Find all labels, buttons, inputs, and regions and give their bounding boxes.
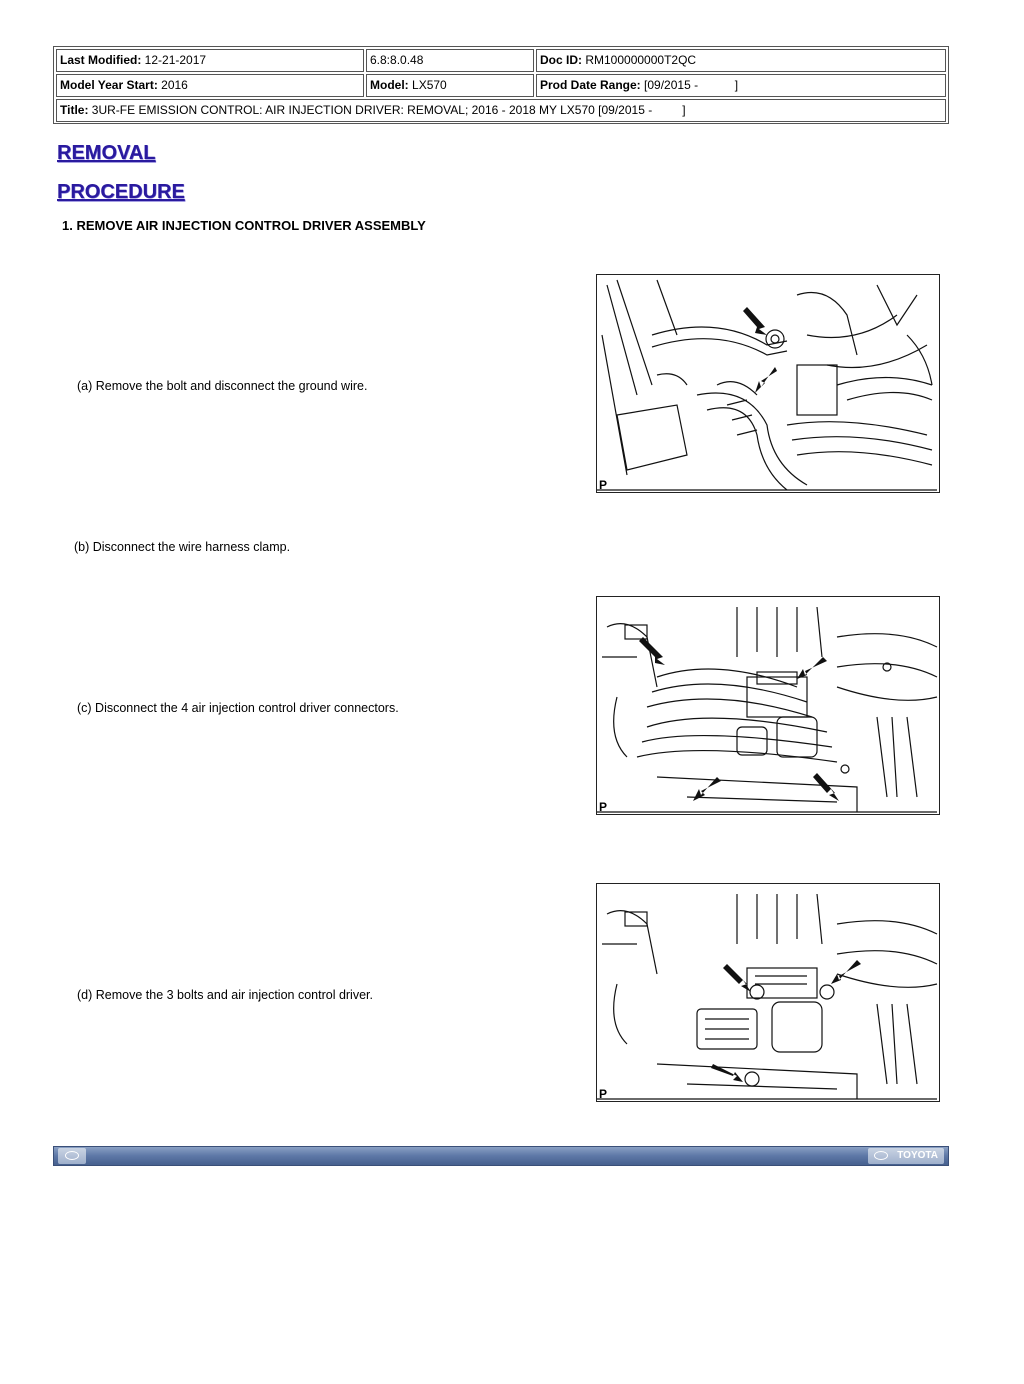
title-label: Title: bbox=[60, 103, 89, 117]
prod-date-cell bbox=[536, 74, 946, 97]
step-c-text: (c) Disconnect the 4 air injection control driver connectors. bbox=[77, 701, 399, 715]
model-year-cell bbox=[56, 74, 364, 97]
figure-1-label: P bbox=[599, 478, 608, 492]
model-value: LX570 bbox=[412, 78, 447, 92]
doc-id-value: RM100000000T2QC bbox=[585, 53, 697, 67]
procedure-heading[interactable]: PROCEDURE bbox=[57, 181, 185, 203]
doc-id-cell bbox=[536, 49, 946, 72]
figure-2-label: P bbox=[599, 800, 608, 814]
model-cell bbox=[366, 74, 534, 97]
step-a-text: (a) Remove the bolt and disconnect the ground wire. bbox=[77, 379, 368, 393]
step-d-text: (d) Remove the 3 bolts and air injection control driver. bbox=[77, 988, 373, 1002]
title-cell bbox=[56, 99, 946, 122]
figure-ground-wire bbox=[596, 274, 940, 493]
ground-wire-illustration bbox=[597, 275, 939, 492]
bolts-illustration bbox=[597, 884, 939, 1101]
toyota-logo-emblem-icon bbox=[874, 1151, 888, 1160]
header-row-1 bbox=[56, 49, 946, 73]
last-modified-cell bbox=[56, 49, 364, 72]
document-header-table bbox=[53, 46, 949, 124]
step-1-title: 1. REMOVE AIR INJECTION CONTROL DRIVER ASSEMBLY bbox=[62, 218, 426, 233]
figure-3-label: P bbox=[599, 1087, 608, 1101]
header-row-3 bbox=[56, 99, 946, 123]
toyota-logo bbox=[868, 1148, 944, 1164]
step-b-text: (b) Disconnect the wire harness clamp. bbox=[74, 540, 291, 554]
last-modified-value: 12-21-2017 bbox=[144, 53, 207, 67]
removal-heading[interactable]: REMOVAL bbox=[57, 142, 156, 164]
version-value: 6.8:8.0.48 bbox=[370, 53, 424, 67]
prod-date-value: [09/2015 - ] bbox=[644, 78, 739, 92]
header-row-2 bbox=[56, 74, 946, 98]
toyota-emblem-icon bbox=[58, 1148, 86, 1164]
model-year-value: 2016 bbox=[161, 78, 188, 92]
model-label: Model: bbox=[370, 78, 409, 92]
figure-connectors bbox=[596, 596, 940, 815]
last-modified-label: Last Modified: bbox=[60, 53, 142, 67]
model-year-label: Model Year Start: bbox=[60, 78, 158, 92]
connectors-illustration bbox=[597, 597, 939, 814]
toyota-brand-text: TOYOTA bbox=[897, 1150, 938, 1161]
prod-date-label: Prod Date Range: bbox=[540, 78, 641, 92]
title-value: 3UR-FE EMISSION CONTROL: AIR INJECTION DRIVER: REMOVAL; 2016 - 2018 MY LX570 [09/2015 - ] bbox=[91, 103, 686, 117]
version-cell bbox=[366, 49, 534, 72]
figure-bolts bbox=[596, 883, 940, 1102]
doc-id-label: Doc ID: bbox=[540, 53, 582, 67]
footer-bar bbox=[53, 1146, 949, 1166]
